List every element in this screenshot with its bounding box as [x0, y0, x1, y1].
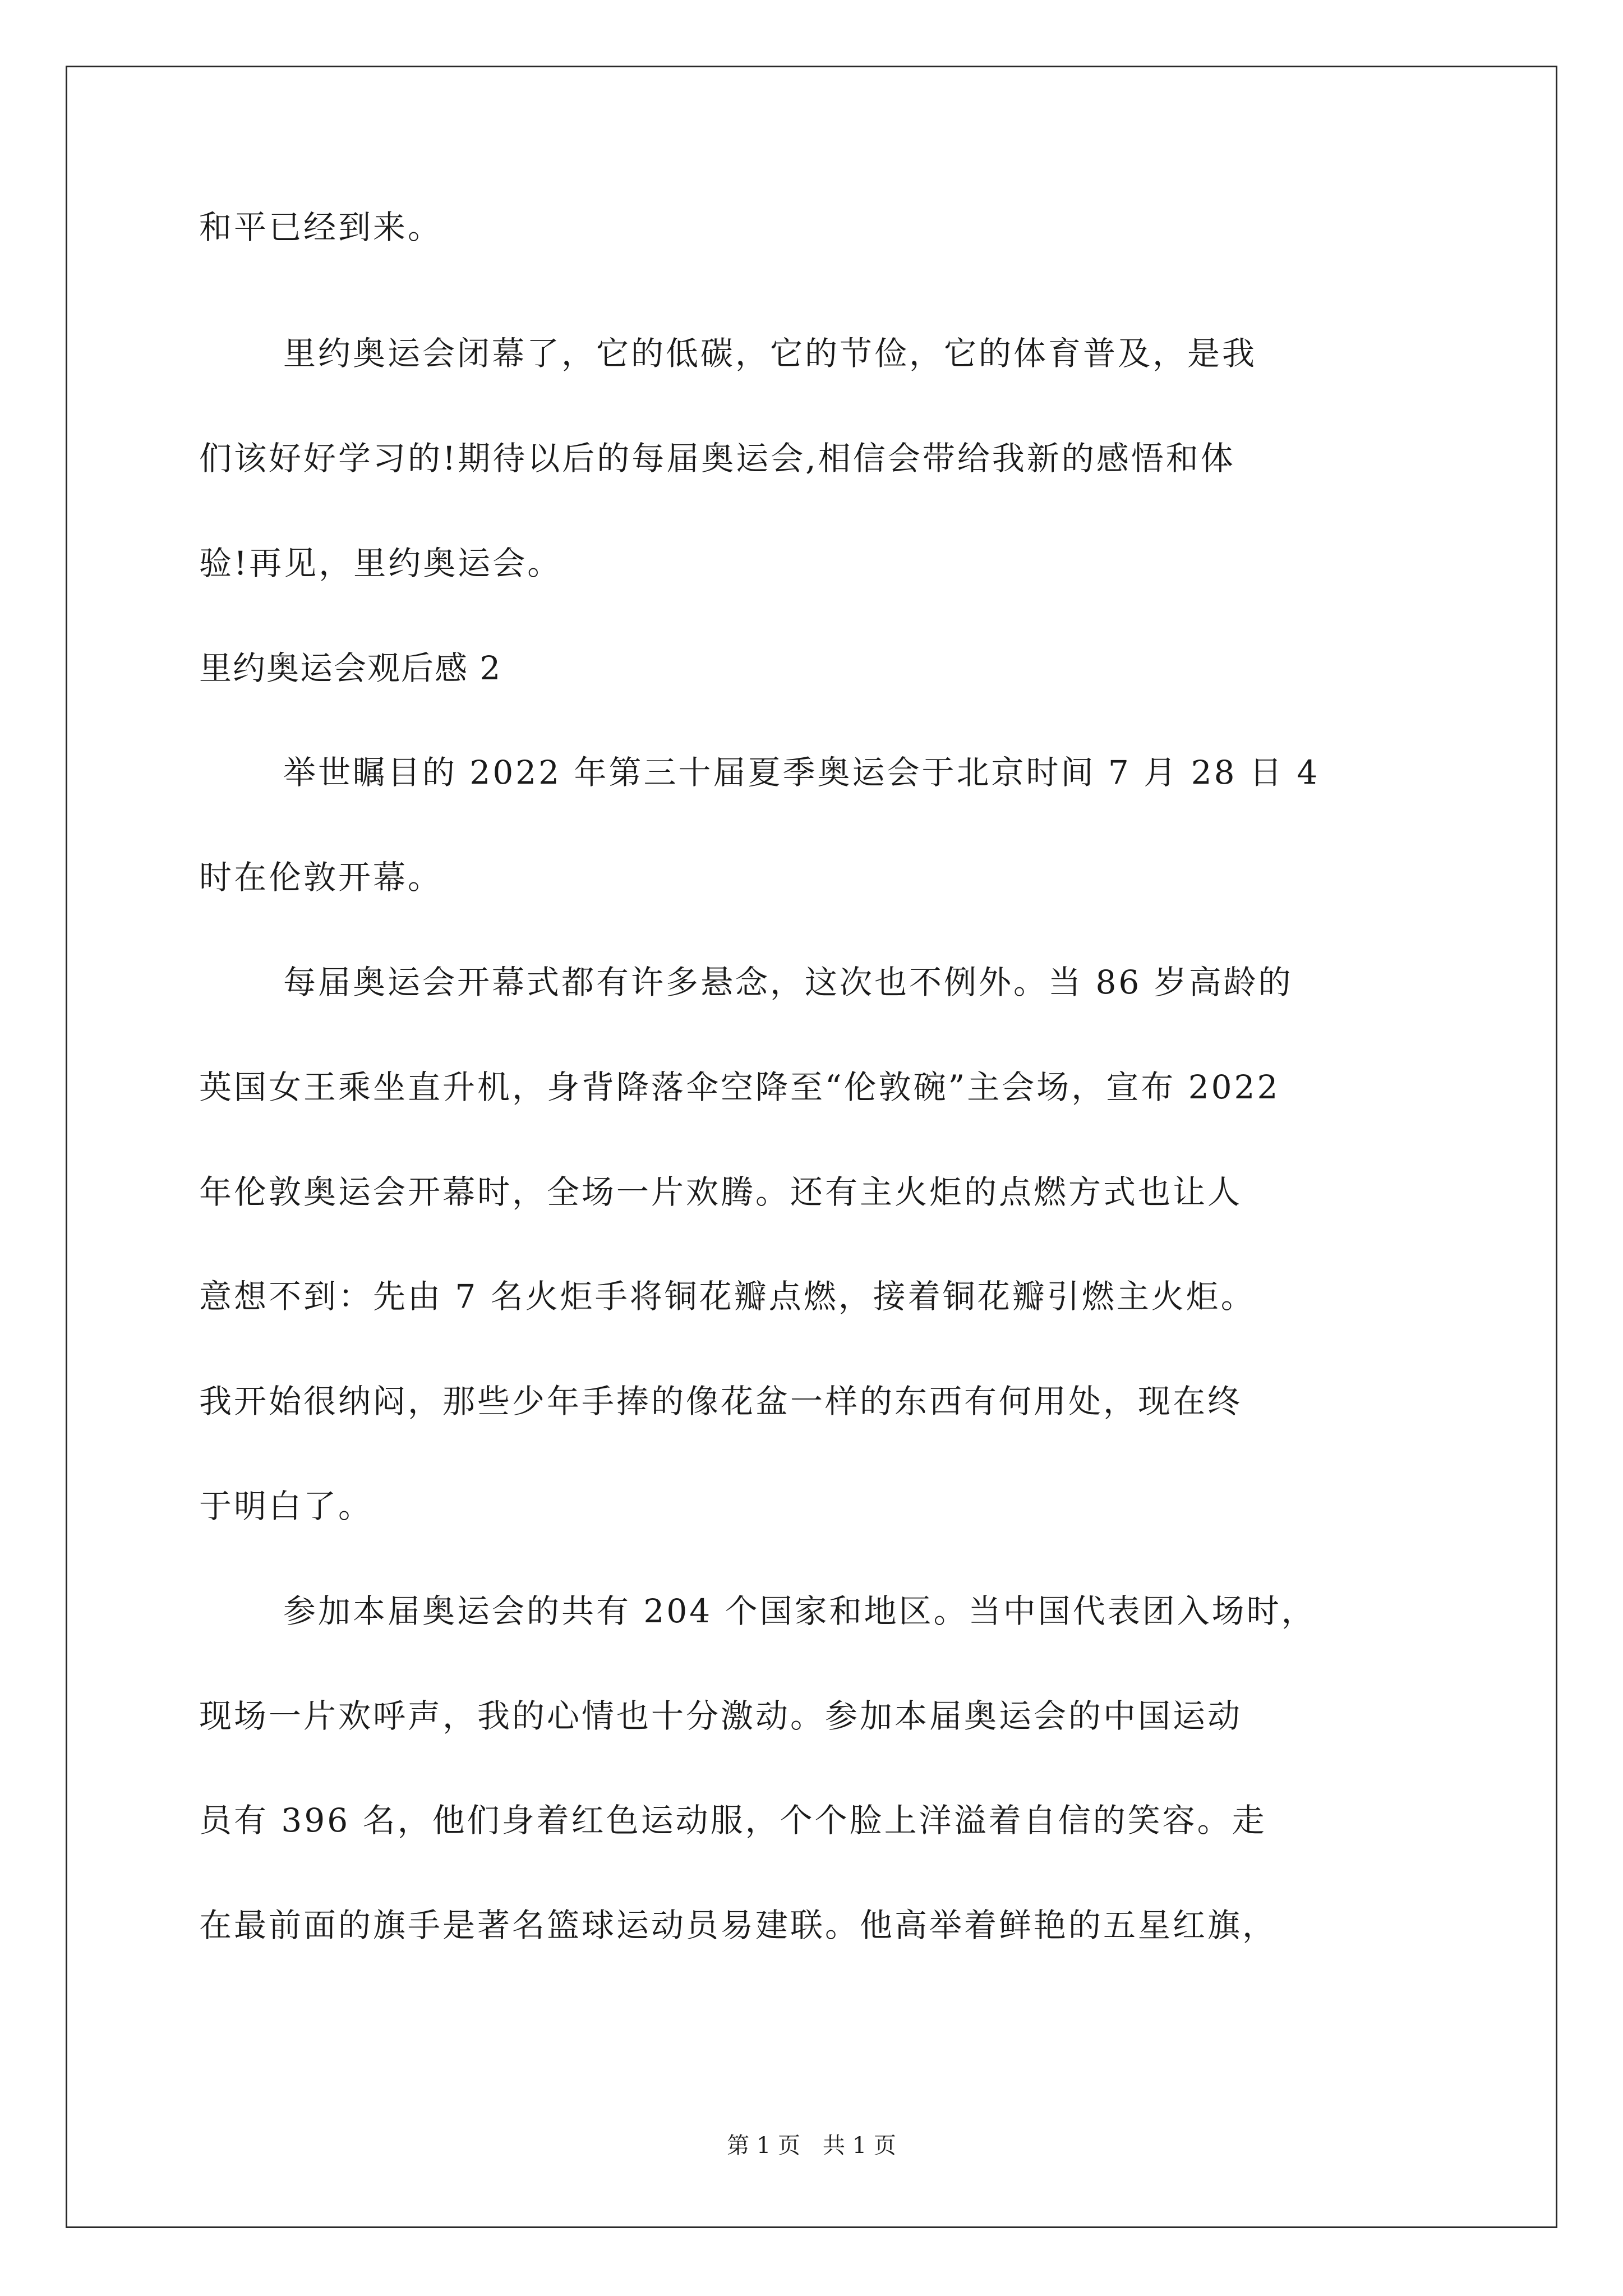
- page-border: [66, 66, 1557, 2228]
- paragraph-first-line: 里约奥运会闭幕了，它的低碳，它的节俭，它的体育普及，是我: [283, 334, 1257, 372]
- text-line: 时在伦敦开幕。: [199, 858, 443, 896]
- paragraph-first-line: 每届奥运会开幕式都有许多悬念，这次也不例外。当 86 岁高龄的: [283, 963, 1293, 1001]
- text-line: 英国女王乘坐直升机，身背降落伞空降至“伦敦碗”主会场，宣布 2022: [199, 1068, 1280, 1106]
- text-line: 员有 396 名，他们身着红色运动服，个个脸上洋溢着自信的笑容。走: [199, 1801, 1267, 1839]
- text-line: 在最前面的旗手是著名篮球运动员易建联。他高举着鲜艳的五星红旗，: [199, 1906, 1278, 1944]
- paragraph-first-line: 举世瞩目的 2022 年第三十届夏季奥运会于北京时间 7 月 28 日 4: [283, 753, 1320, 792]
- text-line: 年伦敦奥运会开幕时，全场一片欢腾。还有主火炬的点燃方式也让人: [199, 1173, 1243, 1211]
- text-line: 们该好好学习的!期待以后的每届奥运会,相信会带给我新的感悟和体: [199, 439, 1235, 477]
- text-line: 验!再见，里约奥运会。: [199, 544, 562, 582]
- text-line: 我开始很纳闷，那些少年手捧的像花盆一样的东西有何用处，现在终: [199, 1382, 1243, 1420]
- text-line: 现场一片欢呼声，我的心情也十分激动。参加本届奥运会的中国运动: [199, 1697, 1243, 1735]
- text-line: 和平已经到来。: [199, 208, 443, 246]
- page-number: 第 1 页 共 1 页: [727, 2133, 896, 2159]
- paragraph-first-line: 参加本届奥运会的共有 204 个国家和地区。当中国代表团入场时，: [283, 1592, 1316, 1630]
- text-line: 于明白了。: [199, 1487, 374, 1525]
- section-heading: 里约奥运会观后感 2: [199, 649, 502, 687]
- text-line: 意想不到：先由 7 名火炬手将铜花瓣点燃，接着铜花瓣引燃主火炬。: [199, 1277, 1256, 1315]
